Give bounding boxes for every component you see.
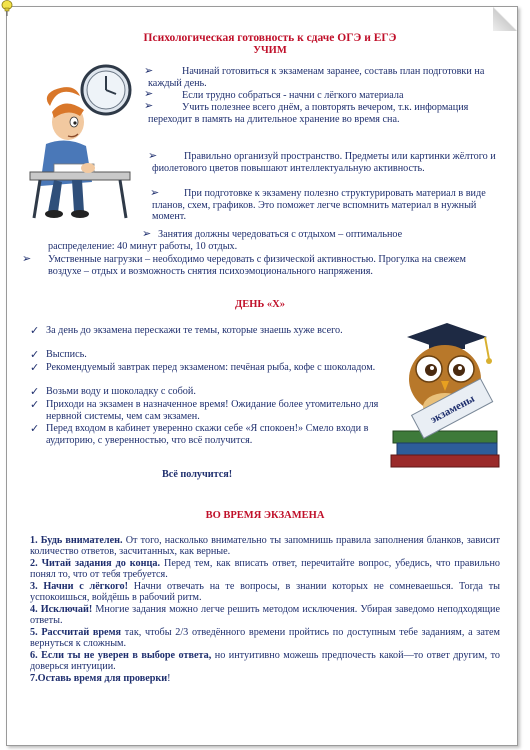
section-heading-study: УЧИМ xyxy=(253,45,287,56)
exam-rule xyxy=(30,650,500,673)
book-label: экзамены xyxy=(428,392,477,426)
exam-rule-text: но интуитивно можешь предпочесть какой—то ответ другим, то доверься интуиции. xyxy=(30,650,500,673)
check-bullet-icon: ✓ xyxy=(30,325,40,337)
check-bullet-icon: ✓ xyxy=(30,423,40,435)
slogan: Всё получится! xyxy=(162,469,233,480)
exam-rule xyxy=(30,627,500,650)
day-x-tip: За день до экзамена перескажи те темы, которые знаешь хуже всего. xyxy=(46,325,343,336)
exam-rule-lead: 6. Если ты не уверен в выборе ответа, xyxy=(30,650,212,661)
day-x-tip: Приходи на экзамен в назначенное время! Ожидание более утомительно для нервной системы, чем сам экзамен. xyxy=(46,399,379,422)
exam-rule-text: Начни отвечать на те вопросы, в знании которых не сомневаешься. Тогда ты успокоишься, войдёшь в рабочий ритм. xyxy=(30,581,500,604)
arrow-bullet-icon: ➢ xyxy=(22,253,32,265)
exam-rule-text: Перед тем, как вписать ответ, перечитайте вопрос, убедись, что правильно понял то, что от тебя требуется. xyxy=(30,558,500,581)
exam-rule xyxy=(30,673,500,684)
study-tip: При подготовке к экзамену полезно структурировать материал в виде планов, схем, графиков. Это поможет легче вспомнить материал в нужный момент. xyxy=(152,188,486,222)
exam-rule-lead: 1. Будь внимателен. xyxy=(30,535,123,546)
page-title: Психологическая готовность к сдаче ОГЭ и ЕГЭ xyxy=(143,32,397,44)
study-tip: Начинай готовиться к экзаменам заранее, составь план подготовки на каждый день. xyxy=(148,66,485,89)
exam-rule-text: ! xyxy=(167,673,171,684)
check-bullet-icon: ✓ xyxy=(30,362,40,374)
exam-rule-text: Многие задания можно легче решить методом исключения. Убирая заведомо неподходящие ответы. xyxy=(30,604,500,627)
exam-rule xyxy=(30,558,500,581)
page-curl xyxy=(493,7,517,31)
day-x-tip: Рекомендуемый завтрак перед экзаменом: печёная рыба, кофе с шоколадом. xyxy=(46,362,376,373)
study-tip: Правильно организуй пространство. Предметы или картинки жёлтого и фиолетового цветов повышают интеллектуальную активность. xyxy=(152,151,496,174)
study-tip: Если трудно собраться - начни с лёгкого материала xyxy=(182,90,404,101)
arrow-bullet-icon: ➢ xyxy=(150,187,160,199)
study-tip: Занятия должны чередоваться с отдыхом – оптимальное распределение: 40 минут работы, 10 отдых. xyxy=(48,229,403,252)
owl-books-illustration xyxy=(385,313,507,473)
exam-rule-lead: 7.Оставь время для проверки xyxy=(30,673,168,684)
exam-rule-lead: 5. Рассчитай время xyxy=(30,627,122,638)
exam-rule xyxy=(30,535,500,558)
day-x-tip: Перед входом в кабинет уверенно скажи себе «Я спокоен!» Смело входи в аудиторию, с уверенностью, что всё получится. xyxy=(46,423,369,446)
section-heading-day-x: ДЕНЬ «Х» xyxy=(234,299,286,310)
exam-rule-text: От того, насколько внимательно ты запомнишь правила заполнения бланков, зависит количество ответов, засчитанных, как верные. xyxy=(30,535,501,558)
exam-rule xyxy=(30,581,500,604)
section-heading-exam: ВО ВРЕМЯ ЭКЗАМЕНА xyxy=(205,510,325,521)
study-tip: Учить полезнее всего днём, а повторять вечером, т.к. информация переходит в память на длительное хранение во время сна. xyxy=(148,102,469,125)
exam-rule xyxy=(30,604,500,627)
arrow-bullet-icon: ➢ xyxy=(142,228,152,240)
exam-rule-lead: 4. Исключай! xyxy=(30,604,93,615)
exam-rule-lead: 3. Начни с лёгкого! xyxy=(30,581,129,592)
day-x-tip: Возьми воду и шоколадку с собой. xyxy=(46,386,196,397)
arrow-bullet-icon: ➢ xyxy=(144,65,154,77)
arrow-bullet-icon: ➢ xyxy=(144,100,154,112)
check-bullet-icon: ✓ xyxy=(30,399,40,411)
student-illustration xyxy=(10,60,140,220)
arrow-bullet-icon: ➢ xyxy=(148,150,158,162)
check-bullet-icon: ✓ xyxy=(30,349,40,361)
pushpin-icon xyxy=(0,0,14,16)
exam-rule-text: так, чтобы 2/3 отведённого времени пройтись по доступным тебе заданиям, а затем вернуться к сложным. xyxy=(30,627,500,650)
arrow-bullet-icon: ➢ xyxy=(144,88,154,100)
study-tip: Умственные нагрузки – необходимо чередовать с физической активностью. Прогулка на свежем воздухе – отдых и возможность снятия психоэмоционального напряжения. xyxy=(48,254,466,277)
exam-rule-lead: 2. Читай задания до конца. xyxy=(30,558,161,569)
check-bullet-icon: ✓ xyxy=(30,386,40,398)
day-x-tip: Выспись. xyxy=(46,349,87,360)
